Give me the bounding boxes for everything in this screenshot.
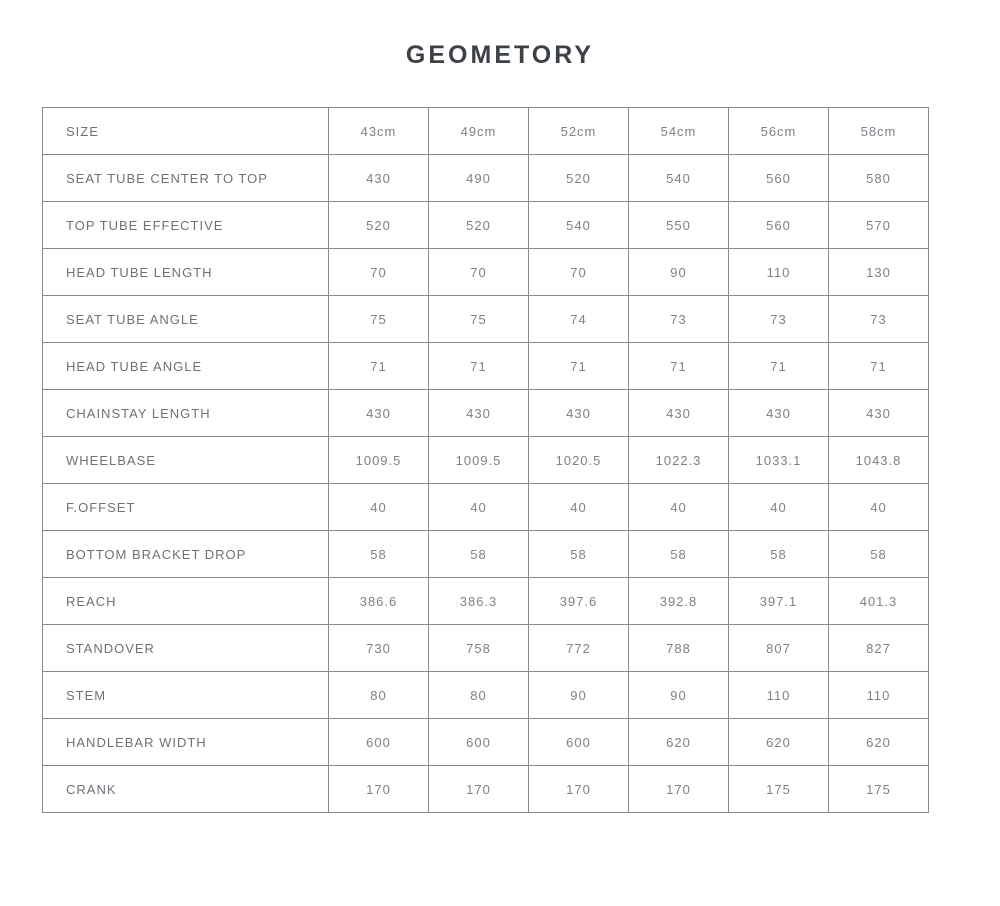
cell-value: 80: [429, 672, 529, 719]
cell-value: 40: [629, 484, 729, 531]
cell-value: 90: [629, 672, 729, 719]
header-size-label: SIZE: [43, 108, 329, 155]
cell-value: 80: [329, 672, 429, 719]
cell-value: 71: [529, 343, 629, 390]
row-label: REACH: [43, 578, 329, 625]
cell-value: 70: [529, 249, 629, 296]
cell-value: 110: [829, 672, 929, 719]
cell-value: 401.3: [829, 578, 929, 625]
cell-value: 430: [829, 390, 929, 437]
cell-value: 71: [429, 343, 529, 390]
cell-value: 58: [829, 531, 929, 578]
table-row: [43, 249, 929, 296]
cell-value: 620: [829, 719, 929, 766]
cell-value: 40: [329, 484, 429, 531]
cell-value: 70: [329, 249, 429, 296]
cell-value: 580: [829, 155, 929, 202]
cell-value: 520: [529, 155, 629, 202]
cell-value: 430: [729, 390, 829, 437]
cell-value: 175: [729, 766, 829, 813]
cell-value: 620: [629, 719, 729, 766]
cell-value: 71: [629, 343, 729, 390]
page: [0, 40, 1000, 906]
cell-value: 58: [429, 531, 529, 578]
cell-value: 110: [729, 672, 829, 719]
cell-value: 1009.5: [329, 437, 429, 484]
cell-value: 397.6: [529, 578, 629, 625]
cell-value: 772: [529, 625, 629, 672]
cell-value: 560: [729, 155, 829, 202]
cell-value: 75: [329, 296, 429, 343]
cell-value: 600: [429, 719, 529, 766]
cell-value: 175: [829, 766, 929, 813]
cell-value: 74: [529, 296, 629, 343]
cell-value: 1043.8: [829, 437, 929, 484]
cell-value: 550: [629, 202, 729, 249]
table-row: [43, 766, 929, 813]
table-row: [43, 343, 929, 390]
cell-value: 71: [829, 343, 929, 390]
cell-value: 430: [529, 390, 629, 437]
row-label: HANDLEBAR WIDTH: [43, 719, 329, 766]
row-label: STANDOVER: [43, 625, 329, 672]
cell-value: 170: [429, 766, 529, 813]
cell-value: 386.6: [329, 578, 429, 625]
cell-value: 58: [629, 531, 729, 578]
table-row: [43, 625, 929, 672]
cell-value: 600: [529, 719, 629, 766]
cell-value: 130: [829, 249, 929, 296]
table-row: [43, 390, 929, 437]
cell-value: 58: [529, 531, 629, 578]
header-size-52cm: 52cm: [529, 108, 629, 155]
cell-value: 75: [429, 296, 529, 343]
cell-value: 90: [529, 672, 629, 719]
row-label: F.OFFSET: [43, 484, 329, 531]
table-row: [43, 296, 929, 343]
cell-value: 540: [629, 155, 729, 202]
page-title: GEOMETORY: [405, 41, 595, 69]
row-label: SEAT TUBE CENTER TO TOP: [43, 155, 329, 202]
cell-value: 110: [729, 249, 829, 296]
row-label: WHEELBASE: [43, 437, 329, 484]
cell-value: 170: [629, 766, 729, 813]
cell-value: 430: [429, 390, 529, 437]
cell-value: 620: [729, 719, 829, 766]
cell-value: 540: [529, 202, 629, 249]
cell-value: 58: [729, 531, 829, 578]
cell-value: 600: [329, 719, 429, 766]
cell-value: 430: [329, 390, 429, 437]
cell-value: 1009.5: [429, 437, 529, 484]
row-label: TOP TUBE EFFECTIVE: [43, 202, 329, 249]
cell-value: 40: [829, 484, 929, 531]
table-row: [43, 437, 929, 484]
cell-value: 570: [829, 202, 929, 249]
cell-value: 788: [629, 625, 729, 672]
cell-value: 430: [329, 155, 429, 202]
row-label: CRANK: [43, 766, 329, 813]
cell-value: 170: [329, 766, 429, 813]
cell-value: 1022.3: [629, 437, 729, 484]
header-size-49cm: 49cm: [429, 108, 529, 155]
cell-value: 386.3: [429, 578, 529, 625]
row-label: STEM: [43, 672, 329, 719]
cell-value: 758: [429, 625, 529, 672]
cell-value: 397.1: [729, 578, 829, 625]
cell-value: 70: [429, 249, 529, 296]
row-label: CHAINSTAY LENGTH: [43, 390, 329, 437]
table-body: [43, 155, 929, 813]
cell-value: 520: [429, 202, 529, 249]
header-size-58cm: 58cm: [829, 108, 929, 155]
header-size-56cm: 56cm: [729, 108, 829, 155]
cell-value: 520: [329, 202, 429, 249]
header-size-43cm: 43cm: [329, 108, 429, 155]
cell-value: 827: [829, 625, 929, 672]
cell-value: 392.8: [629, 578, 729, 625]
row-label: HEAD TUBE ANGLE: [43, 343, 329, 390]
table-row: [43, 719, 929, 766]
cell-value: 1020.5: [529, 437, 629, 484]
table-row: [43, 155, 929, 202]
cell-value: 73: [729, 296, 829, 343]
table-row: [43, 202, 929, 249]
cell-value: 71: [329, 343, 429, 390]
geometry-table: [42, 107, 929, 813]
cell-value: 58: [329, 531, 429, 578]
cell-value: 490: [429, 155, 529, 202]
row-label: BOTTOM BRACKET DROP: [43, 531, 329, 578]
row-label: HEAD TUBE LENGTH: [43, 249, 329, 296]
cell-value: 40: [529, 484, 629, 531]
cell-value: 1033.1: [729, 437, 829, 484]
table-row: [43, 531, 929, 578]
table-row: [43, 578, 929, 625]
cell-value: 430: [629, 390, 729, 437]
cell-value: 40: [429, 484, 529, 531]
row-label: SEAT TUBE ANGLE: [43, 296, 329, 343]
cell-value: 730: [329, 625, 429, 672]
table-header: [43, 108, 929, 155]
header-size-54cm: 54cm: [629, 108, 729, 155]
cell-value: 90: [629, 249, 729, 296]
cell-value: 807: [729, 625, 829, 672]
table-row: [43, 484, 929, 531]
header-row: [43, 108, 929, 155]
table-row: [43, 672, 929, 719]
cell-value: 170: [529, 766, 629, 813]
cell-value: 73: [629, 296, 729, 343]
cell-value: 71: [729, 343, 829, 390]
cell-value: 73: [829, 296, 929, 343]
cell-value: 560: [729, 202, 829, 249]
cell-value: 40: [729, 484, 829, 531]
